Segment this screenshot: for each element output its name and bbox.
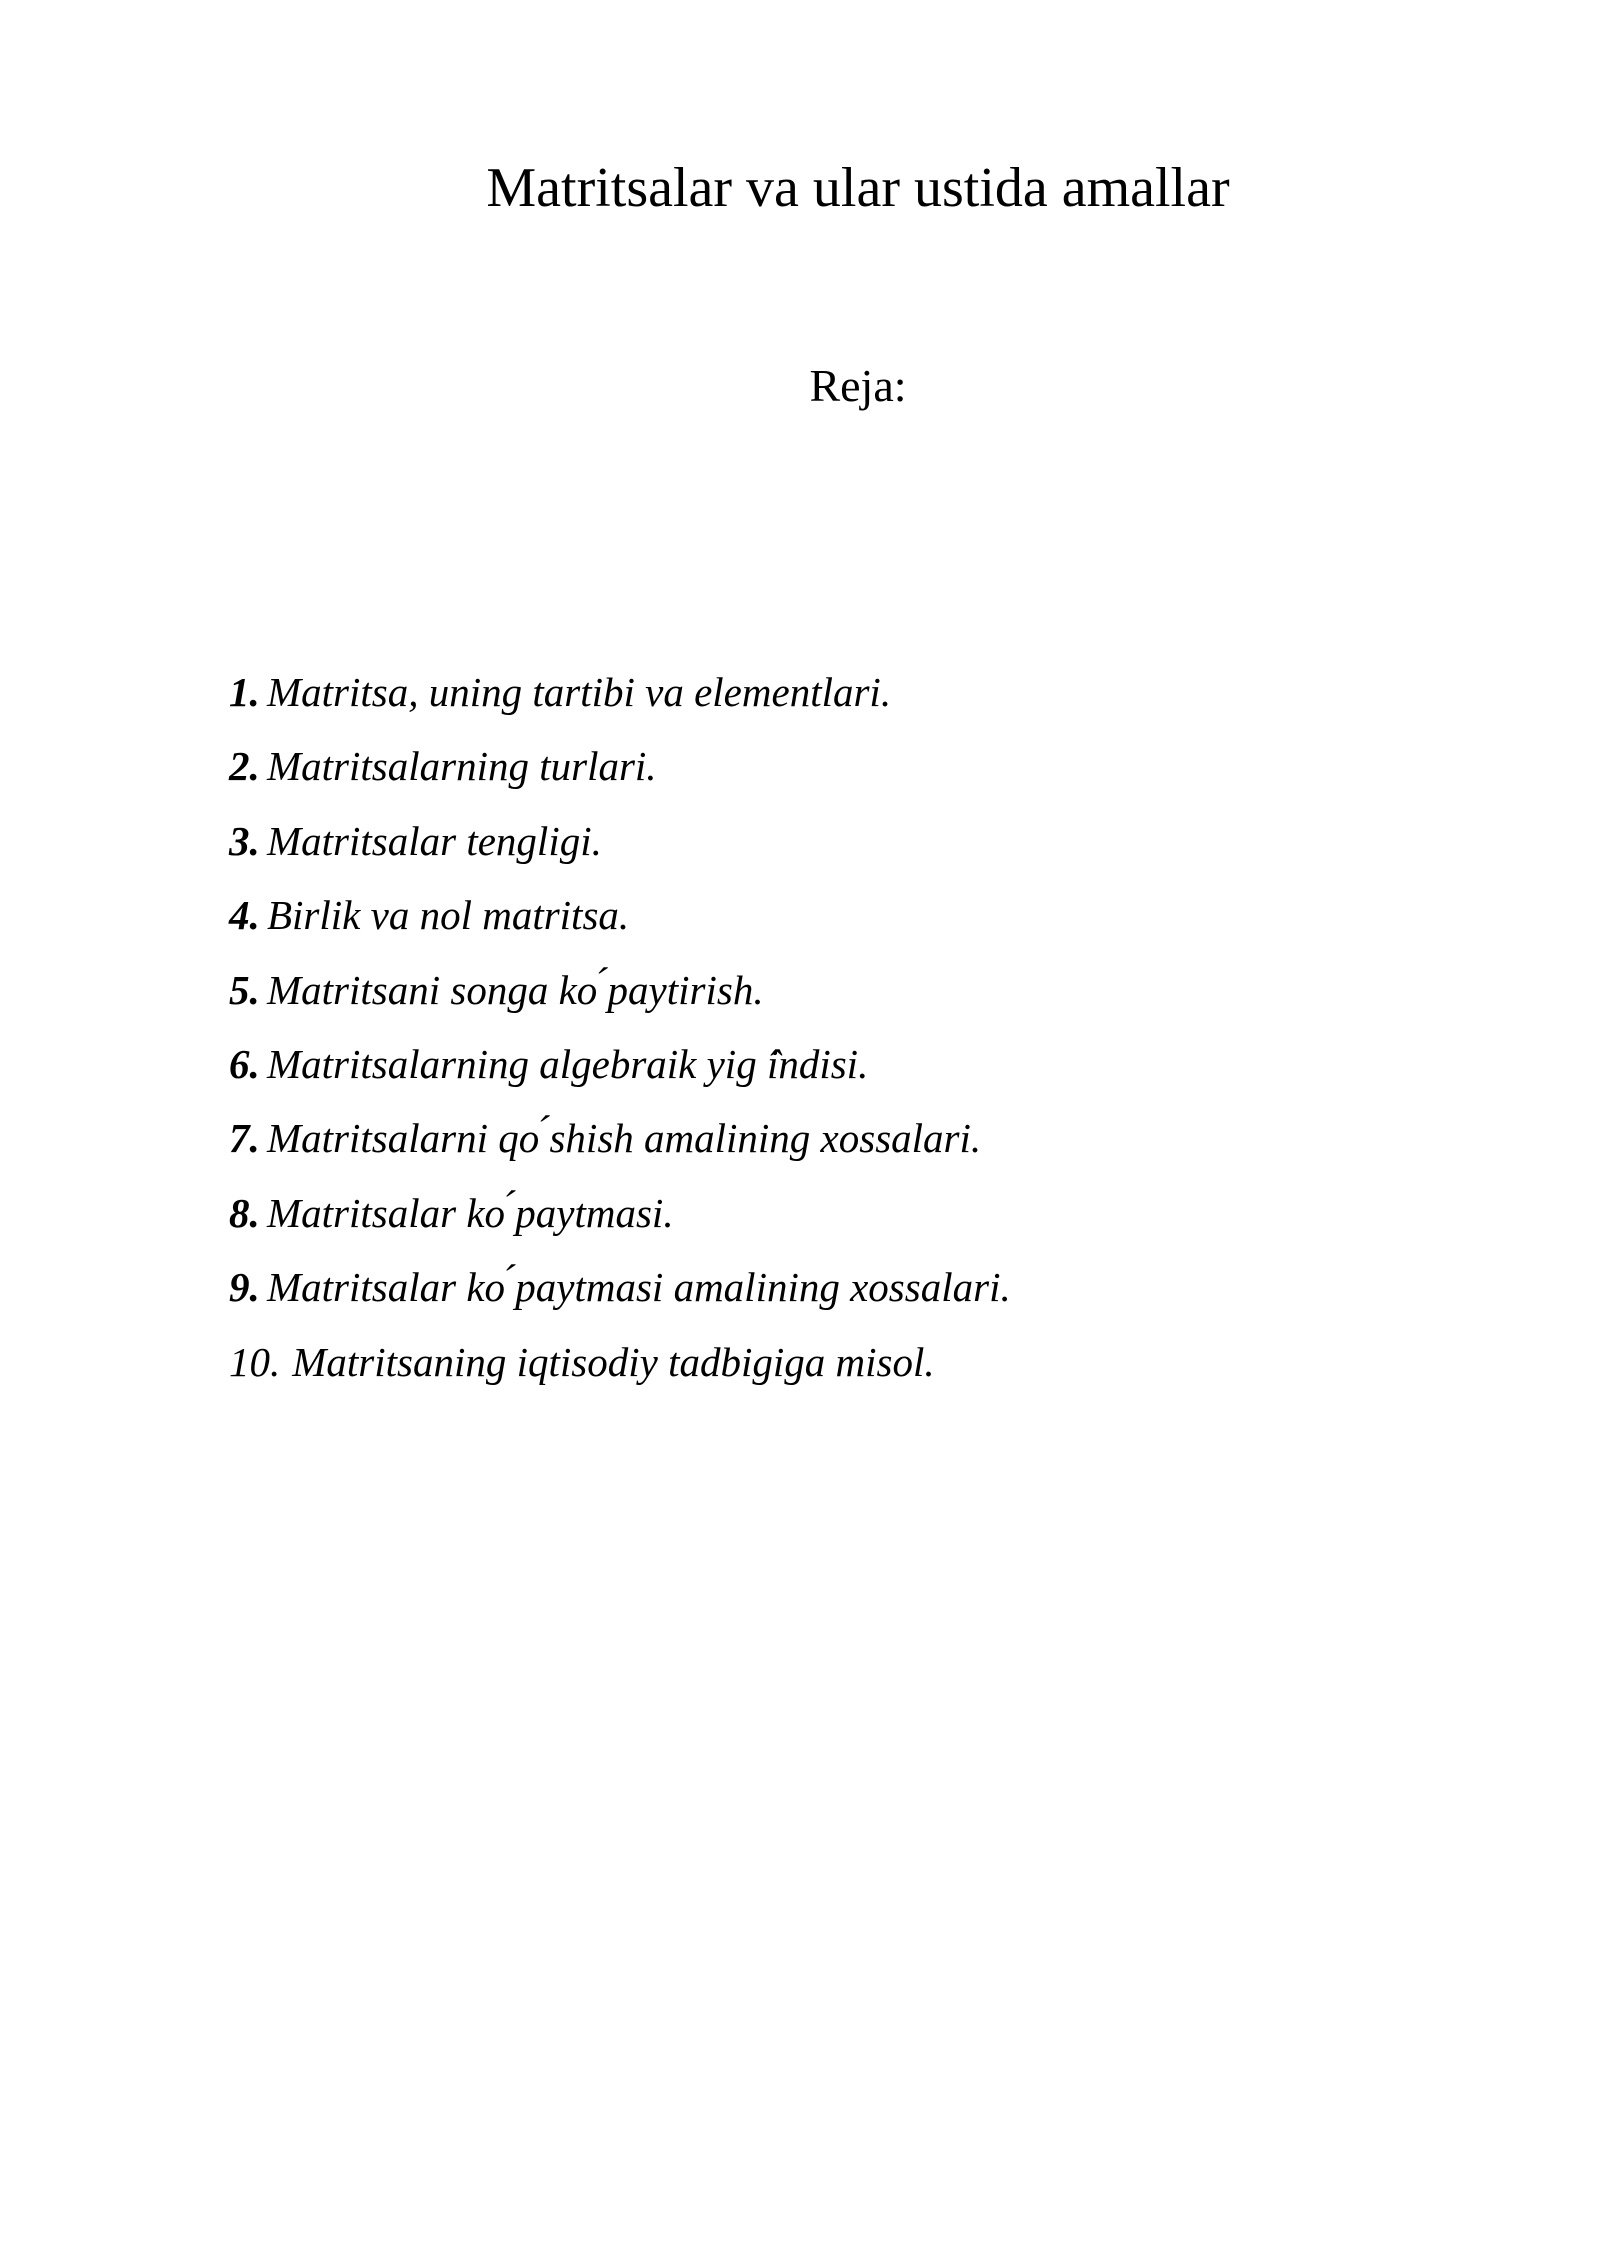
plan-item-number: 1. <box>229 669 260 715</box>
plan-item-number: 9. <box>229 1264 260 1311</box>
plan-item-text: Matritsalar ko ́paytmasi. <box>267 1189 674 1236</box>
plan-item-4 <box>229 884 1011 958</box>
plan-item-number: 10. <box>229 1338 281 1385</box>
plan-item-number: 8. <box>229 1189 260 1236</box>
plan-item-number: 6. <box>229 1040 260 1087</box>
plan-item-text: Matritsalarning algebraik yig ̂indisi. <box>267 1040 869 1087</box>
plan-item-3 <box>229 810 1011 884</box>
plan-item-text: Birlik va nol matritsa. <box>267 892 630 939</box>
plan-item-2 <box>229 735 1011 809</box>
plan-item-9 <box>229 1256 1011 1330</box>
plan-item-6 <box>229 1033 1011 1107</box>
plan-list <box>229 661 1011 1405</box>
plan-item-number: 3. <box>229 817 260 864</box>
plan-item-5 <box>229 959 1011 1033</box>
plan-item-text: Matritsani songa ko ́paytirish. <box>267 966 764 1013</box>
plan-item-10 <box>229 1331 1011 1405</box>
plan-heading: Reja: <box>809 360 907 411</box>
plan-item-text: Matritsalarning turlari. <box>267 743 657 790</box>
plan-item-text: Matritsa, uning tartibi va elementlari. <box>267 669 892 715</box>
plan-item-1 <box>229 661 1011 735</box>
plan-item-text: Matritsalarni qo ́shish amalining xossalari. <box>267 1115 982 1162</box>
plan-item-text: Matritsaning iqtisodiy tadbigiga misol. <box>292 1338 935 1385</box>
plan-item-text: Matritsalar ko ́paytmasi amalining xossalari. <box>267 1264 1011 1311</box>
plan-item-text: Matritsalar tengligi. <box>267 817 602 864</box>
plan-item-number: 5. <box>229 966 260 1013</box>
plan-item-number: 7. <box>229 1115 260 1162</box>
plan-item-number: 2. <box>229 743 260 790</box>
plan-item-number: 4. <box>229 892 260 939</box>
plan-item-8 <box>229 1182 1011 1256</box>
page-title: Matritsalar va ular ustida amallar <box>486 157 1230 219</box>
plan-item-7 <box>229 1107 1011 1181</box>
